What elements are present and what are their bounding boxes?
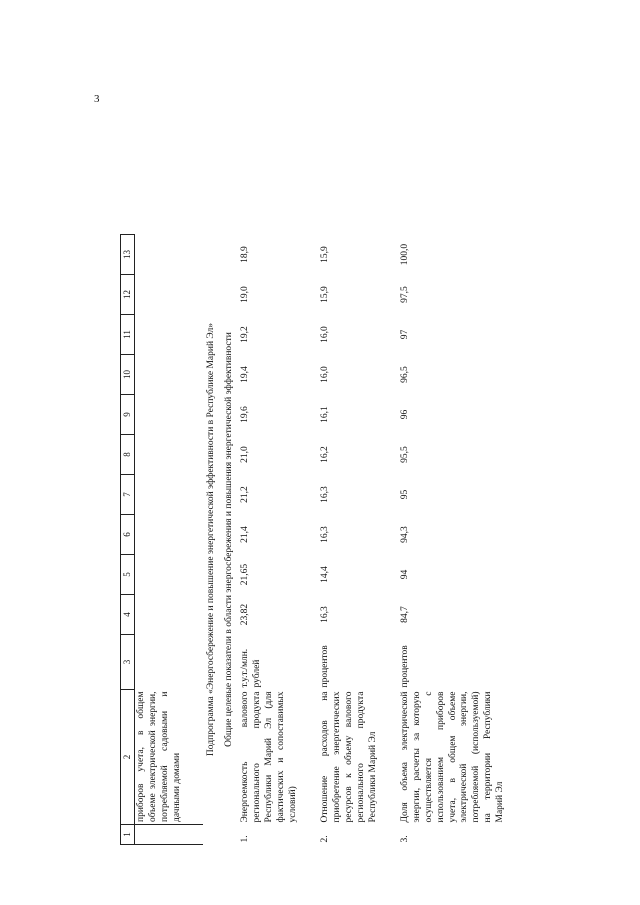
indicator-unit: т.у.т./млн. рублей: [240, 648, 262, 688]
value-cell: 19,2: [240, 326, 250, 343]
value-cell: 96,5: [400, 366, 410, 383]
value-cell: 19,6: [240, 406, 250, 423]
value-cell: 95: [400, 489, 410, 500]
column-header: 1: [121, 825, 135, 845]
value-cell: 16,1: [320, 406, 330, 423]
section-title: Общие целевые показатели в области энергосбережения и повышения энергетической эффективности: [224, 332, 235, 747]
continued-row: [135, 235, 204, 845]
page-number: 3: [94, 93, 100, 105]
indicator-unit: процентов: [320, 645, 330, 688]
indicators-table: [120, 234, 511, 845]
column-number-header: [121, 235, 135, 845]
value-cell: 94: [400, 569, 410, 580]
value-cell: 15,9: [320, 246, 330, 263]
column-header: 9: [121, 395, 135, 435]
value-cell: 16,0: [320, 366, 330, 383]
value-cell: 84,7: [400, 606, 410, 623]
indicator-unit: процентов: [400, 645, 410, 688]
value-cell: 21,0: [240, 446, 250, 463]
value-cell: 21,4: [240, 526, 250, 543]
column-header: 3: [121, 635, 135, 690]
section-title-row: [221, 235, 239, 845]
column-header: 10: [121, 355, 135, 395]
value-cell: 18,9: [240, 246, 250, 263]
value-cell: 97: [400, 329, 410, 340]
column-header: 13: [121, 235, 135, 275]
continued-row-text: приборов учета, в общем объеме электрической энергии, потребляемой садовыми и дачными домами: [135, 690, 204, 825]
value-cell: 14,4: [320, 566, 330, 583]
column-header: 6: [121, 515, 135, 555]
value-cell: 95,5: [400, 446, 410, 463]
indicator-name: Энергоемкость валового регионального продукта Республики Марий Эл (для фактических и сопоставимых условий): [240, 691, 298, 823]
value-cell: 23,82: [240, 603, 250, 626]
row-number: 3.: [400, 835, 410, 843]
value-cell: 21,2: [240, 486, 250, 503]
value-cell: 19,4: [240, 366, 250, 383]
value-cell: 16,2: [320, 446, 330, 463]
table-row: [399, 235, 511, 845]
table-row: [319, 235, 399, 845]
row-number: 1.: [240, 835, 250, 843]
value-cell: 16,0: [320, 326, 330, 343]
table-row: [239, 235, 319, 845]
indicator-name: Доля объема электрической энергии, расчеты за которую осуществляется с использованием приборов учета, в общем объеме электрической энергии, потребляемой (используемой) на территории Республики Марий Эл: [400, 691, 505, 823]
column-header: 5: [121, 555, 135, 595]
row-number: 2.: [320, 835, 330, 843]
value-cell: 19,0: [240, 286, 250, 303]
value-cell: 15,9: [320, 286, 330, 303]
value-cell: 97,5: [400, 286, 410, 303]
rotated-table-sheet: [120, 65, 540, 845]
column-header: 7: [121, 475, 135, 515]
value-cell: 16,3: [320, 526, 330, 543]
subprogram-title-row: [203, 235, 221, 845]
value-cell: 96: [400, 409, 410, 420]
column-header: 2: [121, 690, 135, 825]
value-cell: 100,0: [400, 243, 410, 266]
column-header: 12: [121, 275, 135, 315]
subprogram-title: Подпрограмма «Энергосбережение и повышение энергетической эффективности в Республике Марий Эл»: [206, 322, 217, 757]
value-cell: 94,3: [400, 526, 410, 543]
value-cell: 16,3: [320, 486, 330, 503]
indicator-name: Отношение расходов на приобретение энергетических ресурсов к объему валового регионального продукта Республики Марий Эл: [320, 691, 378, 823]
value-cell: 21,65: [240, 563, 250, 586]
column-header: 11: [121, 315, 135, 355]
value-cell: 16,3: [320, 606, 330, 623]
column-header: 4: [121, 595, 135, 635]
column-header: 8: [121, 435, 135, 475]
